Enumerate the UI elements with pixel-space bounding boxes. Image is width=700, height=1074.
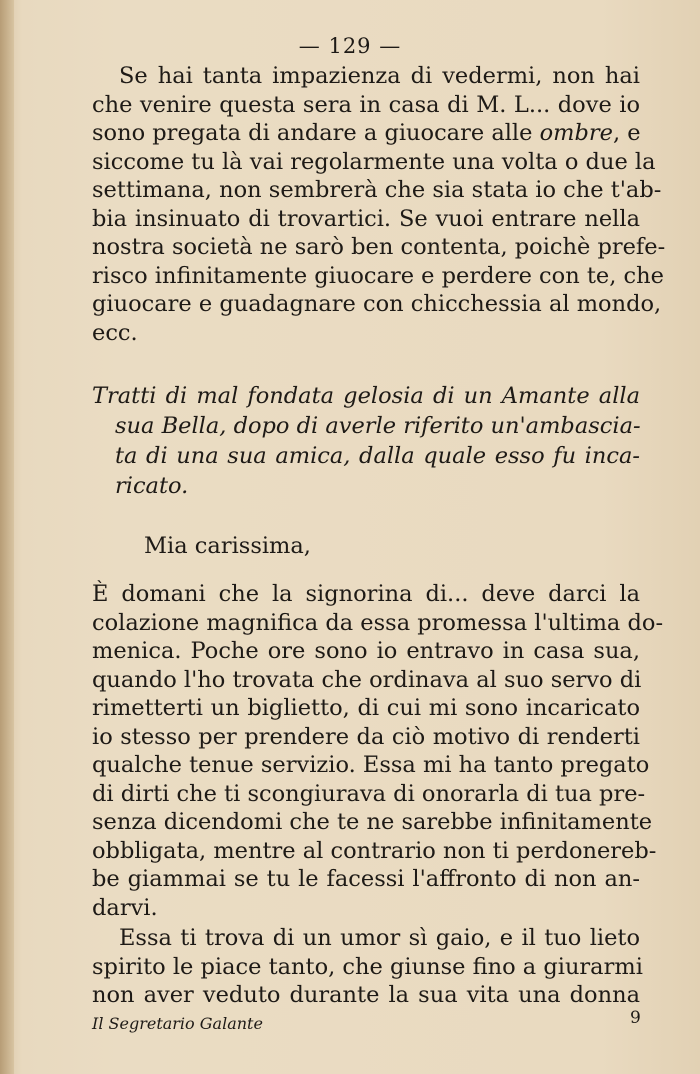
text-line: ricato. <box>115 473 189 499</box>
footer-book-title: Il Segretario Galante <box>92 1014 263 1033</box>
text-line: sua Bella, dopo di averle riferito un'ambascia- <box>115 413 641 439</box>
text-line: ecc. <box>92 319 138 346</box>
footer-signature-mark: 9 <box>630 1008 641 1028</box>
text-line: ta di una sua amica, dalla quale esso fu inca- <box>115 443 640 469</box>
text-line: nostra società ne sarò ben contenta, poichè prefe- <box>92 234 666 260</box>
greeting: Mia carissima, <box>144 533 311 559</box>
text-line: bia insinuato di trovartici. Se vuoi entrare nella <box>92 205 640 232</box>
text-line: be giammai se tu le facessi l'affronto di non an- <box>92 866 640 892</box>
letter-heading <box>92 381 640 501</box>
text-line: darvi. <box>92 894 158 921</box>
text-line: rimetterti un biglietto, di cui mi sono incaricato <box>92 695 640 721</box>
text-line: qualche tenue servizio. Essa mi ha tanto pregato <box>92 752 650 778</box>
text-line: sono pregata di andare a giuocare alle ombre, e <box>92 120 641 146</box>
text-line: È domani che la signorina di... deve darci la <box>92 581 640 607</box>
text-line: Se hai tanta impazienza di vedermi, non hai <box>119 63 640 89</box>
text-line: io stesso per prendere da ciò motivo di renderti <box>92 723 640 750</box>
text-line: Essa ti trova di un umor sì gaio, e il tuo lieto <box>119 925 640 951</box>
paragraph-3 <box>92 924 643 1010</box>
text-line: quando l'ho trovata che ordinava al suo servo di <box>92 666 642 693</box>
book-spine-shadow <box>0 0 14 1074</box>
text-line: che venire questa sera in casa di M. L... dove io <box>92 91 640 118</box>
text-line: settimana, non sembrerà che sia stata io che t'ab- <box>92 177 662 203</box>
text-line: risco infinitamente giuocare e perdere con te, che <box>92 262 664 289</box>
text-line: spirito le piace tanto, che giunse fino a giurarmi <box>92 953 643 980</box>
text-line: obbligata, mentre al contrario non ti perdonereb- <box>92 837 657 864</box>
paragraph-1 <box>92 62 666 347</box>
paragraph-2 <box>92 580 664 922</box>
text-line: Tratti di mal fondata gelosia di un Amante alla <box>92 383 640 409</box>
text-line: giuocare e guadagnare con chicchessia al mondo, <box>92 291 662 317</box>
italic-word: ombre <box>539 120 613 146</box>
text-line: colazione magnifica da essa promessa l'ultima do- <box>92 609 664 636</box>
text-line: di dirti che ti scongiurava di onorarla di tua pre- <box>92 780 646 807</box>
text-line: senza dicendomi che te ne sarebbe infinitamente <box>92 809 653 835</box>
page-number-header: — 129 — <box>298 34 402 58</box>
text-line: siccome tu là vai regolarmente una volta o due la <box>92 148 656 175</box>
text-line: non aver veduto durante la sua vita una donna <box>92 982 640 1008</box>
text-line: menica. Poche ore sono io entravo in casa sua, <box>92 638 640 664</box>
